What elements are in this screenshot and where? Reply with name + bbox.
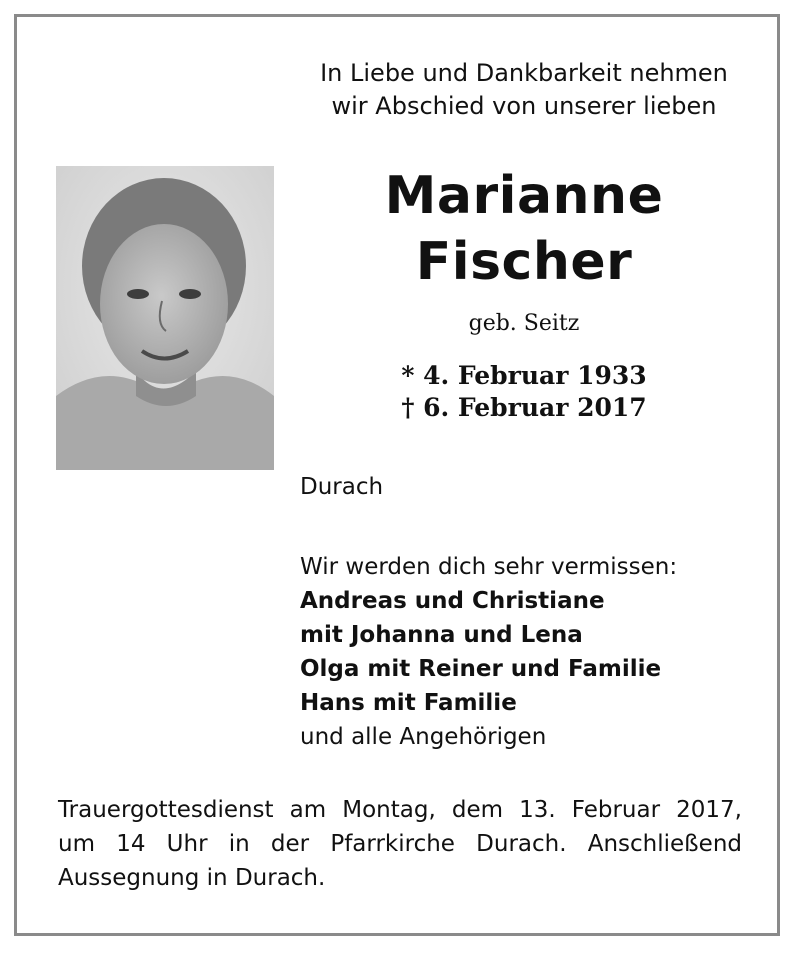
intro-line-1: In Liebe und Dankbarkeit nehmen bbox=[320, 59, 728, 87]
maiden-name: geb. Seitz bbox=[468, 311, 580, 336]
mourners-block bbox=[300, 550, 677, 754]
first-name: Marianne bbox=[384, 166, 664, 226]
service-info bbox=[58, 793, 742, 895]
birth-date: * 4. Februar 1933 bbox=[401, 361, 647, 390]
service-line-1: Trauergottesdienst am Montag, dem 13. Februar 2017, bbox=[58, 797, 742, 823]
life-dates bbox=[300, 360, 748, 424]
portrait-illustration bbox=[56, 166, 274, 470]
deceased-name bbox=[300, 163, 748, 295]
mourner-name: Hans mit Familie bbox=[300, 690, 517, 716]
mourners-intro: Wir werden dich sehr vermissen: bbox=[300, 554, 678, 580]
mourners-closing: und alle Angehörigen bbox=[300, 724, 547, 750]
intro-line-2: wir Abschied von unserer lieben bbox=[331, 92, 717, 120]
mourner-name: Olga mit Reiner und Familie bbox=[300, 656, 662, 682]
last-name: Fischer bbox=[415, 232, 633, 292]
intro-text bbox=[300, 57, 748, 123]
place: Durach bbox=[300, 474, 384, 500]
service-line-3: Aussegnung in Durach. bbox=[58, 865, 326, 891]
service-line-2: um 14 Uhr in der Pfarrkirche Durach. Anschließend bbox=[58, 831, 742, 857]
mourner-name: mit Johanna und Lena bbox=[300, 622, 583, 648]
portrait-photo bbox=[56, 166, 274, 470]
death-date: † 6. Februar 2017 bbox=[401, 393, 647, 422]
mourner-name: Andreas und Christiane bbox=[300, 588, 605, 614]
